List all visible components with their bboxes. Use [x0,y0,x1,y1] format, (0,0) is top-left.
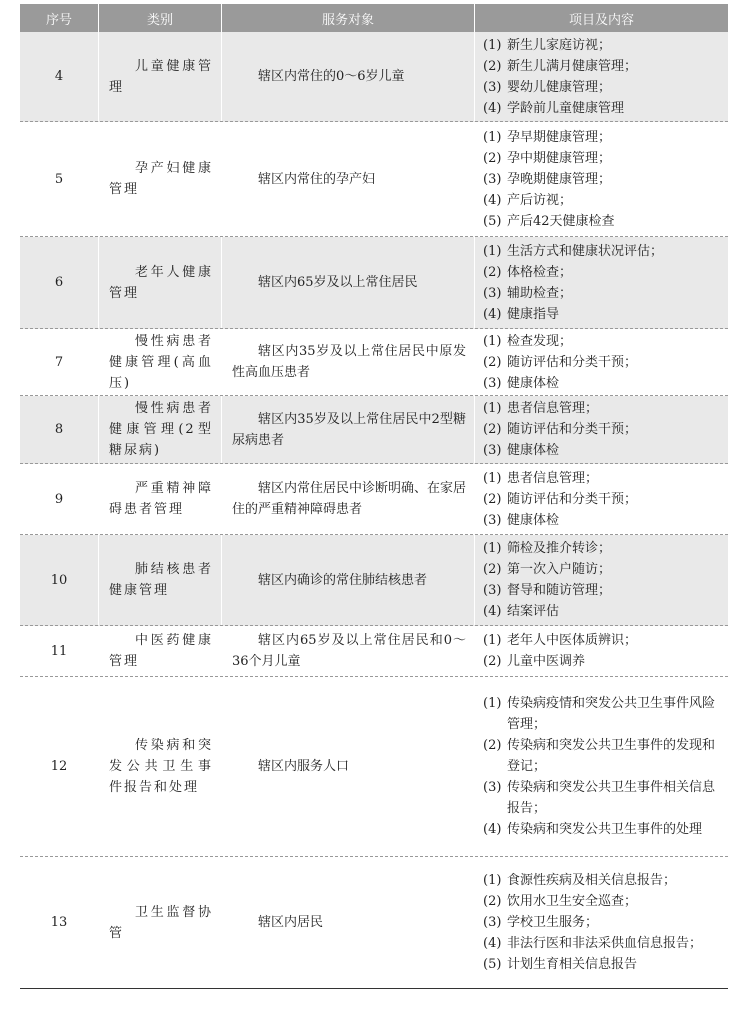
cell-items [475,329,728,395]
item-number: (1) [483,873,502,888]
list-item [483,241,722,262]
item-text: 学龄前儿童健康管理 [507,100,625,116]
item-text: 患者信息管理； [507,401,599,416]
list-item [483,819,722,840]
target-text: 辖区内常住的0～6岁儿童 [258,69,405,84]
item-number: (1) [483,470,502,486]
item-text: 健康指导 [507,306,560,322]
table-row [20,464,728,535]
list-item [483,304,722,325]
table-row [20,329,728,396]
item-number: (1) [483,129,502,145]
cell-items [475,237,728,328]
category-text: 慢性病患者健康管理(高血压) [109,333,213,391]
item-number: (2) [483,264,502,280]
cell-target [222,329,475,395]
cell-target [222,464,475,534]
cell-category [99,32,222,121]
cell-category [99,122,222,236]
table-row [20,122,728,237]
header-items: 项目及内容 [568,12,634,28]
list-item [483,735,722,777]
table-body [20,32,728,989]
header-no: 序号 [20,4,99,32]
list-item [483,331,722,352]
item-text: 传染病疫情和突发公共卫生事件风险管理； [507,696,716,732]
list-item [483,954,722,975]
cell-no: 12 [20,677,99,856]
cell-items [475,677,728,856]
item-number: (1) [483,633,502,648]
item-number: (1) [483,333,502,349]
item-text: 随访评估和分类干预； [507,491,638,507]
cell-category [99,237,222,328]
list-item [483,891,722,912]
cell-category [99,464,222,534]
target-text: 辖区内服务人口 [258,759,350,774]
list-item [483,440,722,461]
item-number: (1) [483,541,502,556]
table-row [20,396,728,464]
cell-target [222,122,475,236]
item-text: 非法行医和非法采供血信息报告； [507,936,703,951]
list-item [483,77,722,98]
item-number: (1) [483,401,502,416]
item-text: 产后访视； [507,192,573,208]
target-text: 辖区内65岁及以上常住居民 [258,275,418,290]
item-number: (2) [483,354,502,370]
category-text: 孕产妇健康管理 [109,161,213,197]
cell-no: 6 [20,237,99,328]
item-number: (3) [483,780,502,795]
item-text: 学校卫生服务； [507,915,599,930]
target-text: 辖区内35岁及以上常住居民中原发性高血压患者 [232,344,466,380]
item-text: 检查发现； [507,333,573,349]
cell-items [475,857,728,988]
list-item [483,419,722,440]
item-number: (5) [483,213,502,229]
item-number: (5) [483,957,502,972]
cell-target [222,237,475,328]
item-text: 产后42天健康检查 [507,213,615,229]
item-text: 体格检查； [507,264,573,280]
target-text: 辖区内常住的孕产妇 [258,171,376,187]
cell-category [99,329,222,395]
item-text: 传染病和突发公共卫生事件的发现和登记； [507,738,716,774]
item-number: (2) [483,422,502,437]
list-item [483,98,722,119]
category-text: 儿童健康管理 [109,58,213,95]
category-text: 慢性病患者健康管理(2型糖尿病) [109,401,213,458]
item-text: 健康体检 [507,375,560,391]
cell-category [99,857,222,988]
cell-target [222,857,475,988]
item-number: (4) [483,192,502,208]
list-item [483,127,722,148]
item-text: 饮用水卫生安全巡查； [507,894,638,909]
item-number: (2) [483,562,502,577]
table-row [20,32,728,122]
category-text: 卫生监督协管 [109,904,213,941]
target-text: 辖区内确诊的常住肺结核患者 [258,572,428,588]
cell-target [222,535,475,625]
table-row [20,626,728,677]
item-text: 新生儿满月健康管理； [507,58,638,74]
item-number: (4) [483,822,502,837]
target-text: 辖区内65岁及以上常住居民和0～36个月儿童 [232,633,466,669]
cell-items [475,535,728,625]
table-row [20,237,728,329]
list-item [483,211,722,232]
cell-items [475,396,728,463]
cell-no: 5 [20,122,99,236]
item-text: 生活方式和健康状况评估； [507,243,664,259]
list-item [483,510,722,531]
list-item [483,933,722,954]
list-item [483,148,722,169]
header-category: 类别 [99,4,222,32]
item-number: (1) [483,696,502,711]
list-item [483,56,722,77]
cell-items [475,32,728,121]
cell-category [99,677,222,856]
item-text: 食源性疾病及相关信息报告； [507,873,677,888]
item-text: 儿童中医调养 [507,654,586,669]
item-text: 孕中期健康管理； [507,150,612,166]
item-number: (2) [483,654,502,669]
item-number: (4) [483,936,502,951]
category-text: 肺结核患者健康管理 [109,562,213,598]
cell-no: 10 [20,535,99,625]
cell-target [222,626,475,676]
item-number: (3) [483,512,502,528]
item-number: (4) [483,604,502,619]
cell-no: 9 [20,464,99,534]
item-text: 婴幼儿健康管理； [507,79,612,95]
category-text: 老年人健康管理 [109,264,213,301]
cell-items [475,464,728,534]
list-item [483,262,722,283]
list-item [483,35,722,56]
list-item [483,601,722,622]
list-item [483,190,722,211]
table-row [20,677,728,857]
item-number: (3) [483,79,502,95]
service-table [20,4,728,989]
cell-category [99,535,222,625]
target-text: 辖区内35岁及以上常住居民中2型糖尿病患者 [232,411,466,448]
cell-category [99,396,222,463]
item-text: 健康体检 [507,512,560,528]
table-header [20,4,728,32]
table-row [20,535,728,626]
cell-no: 11 [20,626,99,676]
item-number: (2) [483,491,502,507]
item-text: 随访评估和分类干预； [507,354,638,370]
list-item [483,559,722,580]
item-text: 传染病和突发公共卫生事件的处理 [507,822,703,837]
list-item [483,468,722,489]
list-item [483,777,722,819]
target-text: 辖区内常住居民中诊断明确、在家居住的严重精神障碍患者 [232,481,467,517]
cell-no: 7 [20,329,99,395]
item-text: 传染病和突发公共卫生事件相关信息报告； [507,780,716,816]
item-text: 健康体检 [507,443,560,458]
item-number: (2) [483,894,502,909]
list-item [483,580,722,601]
list-item [483,398,722,419]
list-item [483,912,722,933]
item-number: (1) [483,243,502,259]
category-text: 中医药健康管理 [109,633,213,669]
list-item [483,538,722,559]
item-number: (3) [483,375,502,391]
item-text: 孕晚期健康管理； [507,171,612,187]
cell-target [222,32,475,121]
item-text: 新生儿家庭访视； [507,37,612,53]
item-text: 计划生育相关信息报告 [507,957,638,972]
cell-no: 13 [20,857,99,988]
category-text: 传染病和突发公共卫生事件报告和处理 [109,738,213,795]
table-row [20,857,728,989]
list-item [483,169,722,190]
item-number: (2) [483,58,502,74]
list-item [483,489,722,510]
item-text: 随访评估和分类干预； [507,422,638,437]
list-item [483,651,722,672]
item-number: (3) [483,915,502,930]
item-text: 孕早期健康管理； [507,129,612,145]
item-number: (2) [483,150,502,166]
item-number: (4) [483,100,502,116]
item-number: (3) [483,171,502,187]
cell-items [475,122,728,236]
category-text: 严重精神障碍患者管理 [109,481,213,517]
item-text: 督导和随访管理； [507,583,612,598]
item-number: (1) [483,37,502,53]
list-item [483,870,722,891]
list-item [483,352,722,373]
item-number: (2) [483,738,502,753]
cell-no: 8 [20,396,99,463]
item-text: 筛检及推介转诊； [507,541,612,556]
item-number: (3) [483,583,502,598]
header-target: 服务对象 [222,4,475,32]
cell-target [222,677,475,856]
item-text: 辅助检查； [507,285,573,301]
target-text: 辖区内居民 [258,915,324,930]
item-text: 老年人中医体质辨识； [507,633,638,648]
list-item [483,373,722,394]
cell-category [99,626,222,676]
cell-items [475,626,728,676]
item-number: (3) [483,443,502,458]
item-number: (3) [483,285,502,301]
cell-target [222,396,475,463]
list-item [483,283,722,304]
item-number: (4) [483,306,502,322]
list-item [483,693,722,735]
cell-no: 4 [20,32,99,121]
list-item [483,630,722,651]
item-text: 第一次入户随访； [507,562,612,577]
item-text: 患者信息管理； [507,470,599,486]
item-text: 结案评估 [507,604,560,619]
